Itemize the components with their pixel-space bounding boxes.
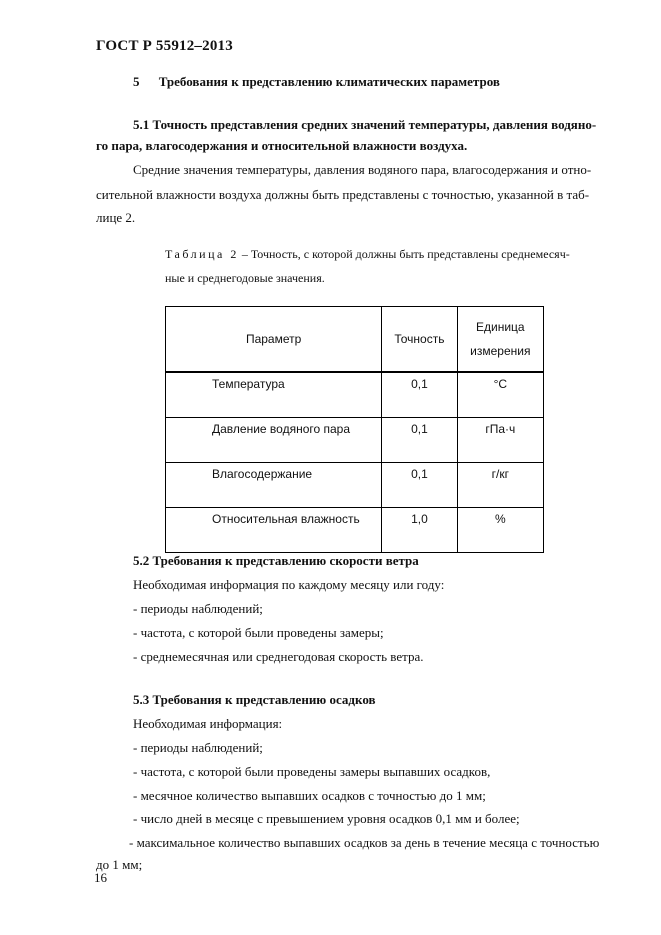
header-unit	[457, 307, 543, 373]
cell-unit: °C	[457, 372, 543, 418]
table-row	[166, 508, 544, 553]
table-2-caption-text: – Точность, с которой должны быть представлены среднемесяч-	[238, 247, 570, 261]
cell-accuracy: 0,1	[382, 463, 457, 508]
section-5-heading	[133, 74, 500, 90]
cell-unit: %	[457, 508, 543, 553]
section-5-1-para-line1: Средние значения температуры, давления водяного пара, влагосодержания и отно-	[133, 162, 592, 177]
table-2-caption-line2: ные и среднегодовые значения.	[165, 271, 325, 285]
list-item-continuation: до 1 мм;	[96, 857, 143, 872]
list-item: - месячное количество выпавших осадков с точностью до 1 мм;	[133, 788, 486, 803]
cell-param: Давление водяного пара	[166, 418, 382, 463]
page-number: 16	[94, 870, 107, 885]
section-5-1-title-line2: го пара, влагосодержания и относительной влажности воздуха.	[96, 138, 468, 153]
list-item: - максимальное количество выпавших осадков за день в течение месяца с точностью	[129, 835, 600, 850]
section-5-1-para-line3: лице 2.	[96, 210, 136, 225]
table-header-row	[166, 307, 544, 373]
list-item: - частота, с которой были проведены замеры выпавших осадков,	[133, 764, 491, 779]
section-5-2-intro: Необходимая информация по каждому месяцу или году:	[133, 577, 445, 592]
section-5-1-para-line2: сительной влажности воздуха должны быть представлены с точностью, указанной в таб-	[96, 187, 590, 202]
header-unit-line1: Единица	[476, 320, 525, 334]
cell-param: Влагосодержание	[166, 463, 382, 508]
list-item: - число дней в месяце с превышением уровня осадков 0,1 мм и более;	[133, 811, 520, 826]
table-row	[166, 463, 544, 508]
section-5-2-title: 5.2 Требования к представлению скорости ветра	[133, 553, 419, 568]
section-5-1-title-line1: 5.1 Точность представления средних значений температуры, давления водяно-	[133, 117, 597, 132]
section-5-number: 5	[133, 74, 140, 89]
header-unit-line2: измерения	[470, 344, 531, 358]
list-item: - частота, с которой были проведены замеры;	[133, 625, 384, 640]
table-row	[166, 418, 544, 463]
table-row	[166, 372, 544, 418]
header-accuracy: Точность	[382, 307, 457, 373]
list-item: - среднемесячная или среднегодовая скорость ветра.	[133, 649, 424, 664]
cell-accuracy: 1,0	[382, 508, 457, 553]
list-item: - периоды наблюдений;	[133, 740, 263, 755]
cell-param: Температура	[166, 372, 382, 418]
document-id: ГОСТ Р 55912–2013	[96, 38, 233, 54]
section-5-3-title: 5.3 Требования к представлению осадков	[133, 692, 376, 707]
section-5-3-intro: Необходимая информация:	[133, 716, 283, 731]
table-2-caption-line1	[165, 247, 570, 262]
cell-unit: г/кг	[457, 463, 543, 508]
section-5-title: Требования к представлению климатических параметров	[158, 74, 500, 89]
header-param: Параметр	[166, 307, 382, 373]
cell-accuracy: 0,1	[382, 418, 457, 463]
table-2	[165, 306, 544, 553]
list-item: - периоды наблюдений;	[133, 601, 263, 616]
cell-param: Относительная влажность	[166, 508, 382, 553]
cell-accuracy: 0,1	[382, 372, 457, 418]
cell-unit: гПа·ч	[457, 418, 543, 463]
table-2-caption-label: Таблица 2	[165, 247, 239, 261]
